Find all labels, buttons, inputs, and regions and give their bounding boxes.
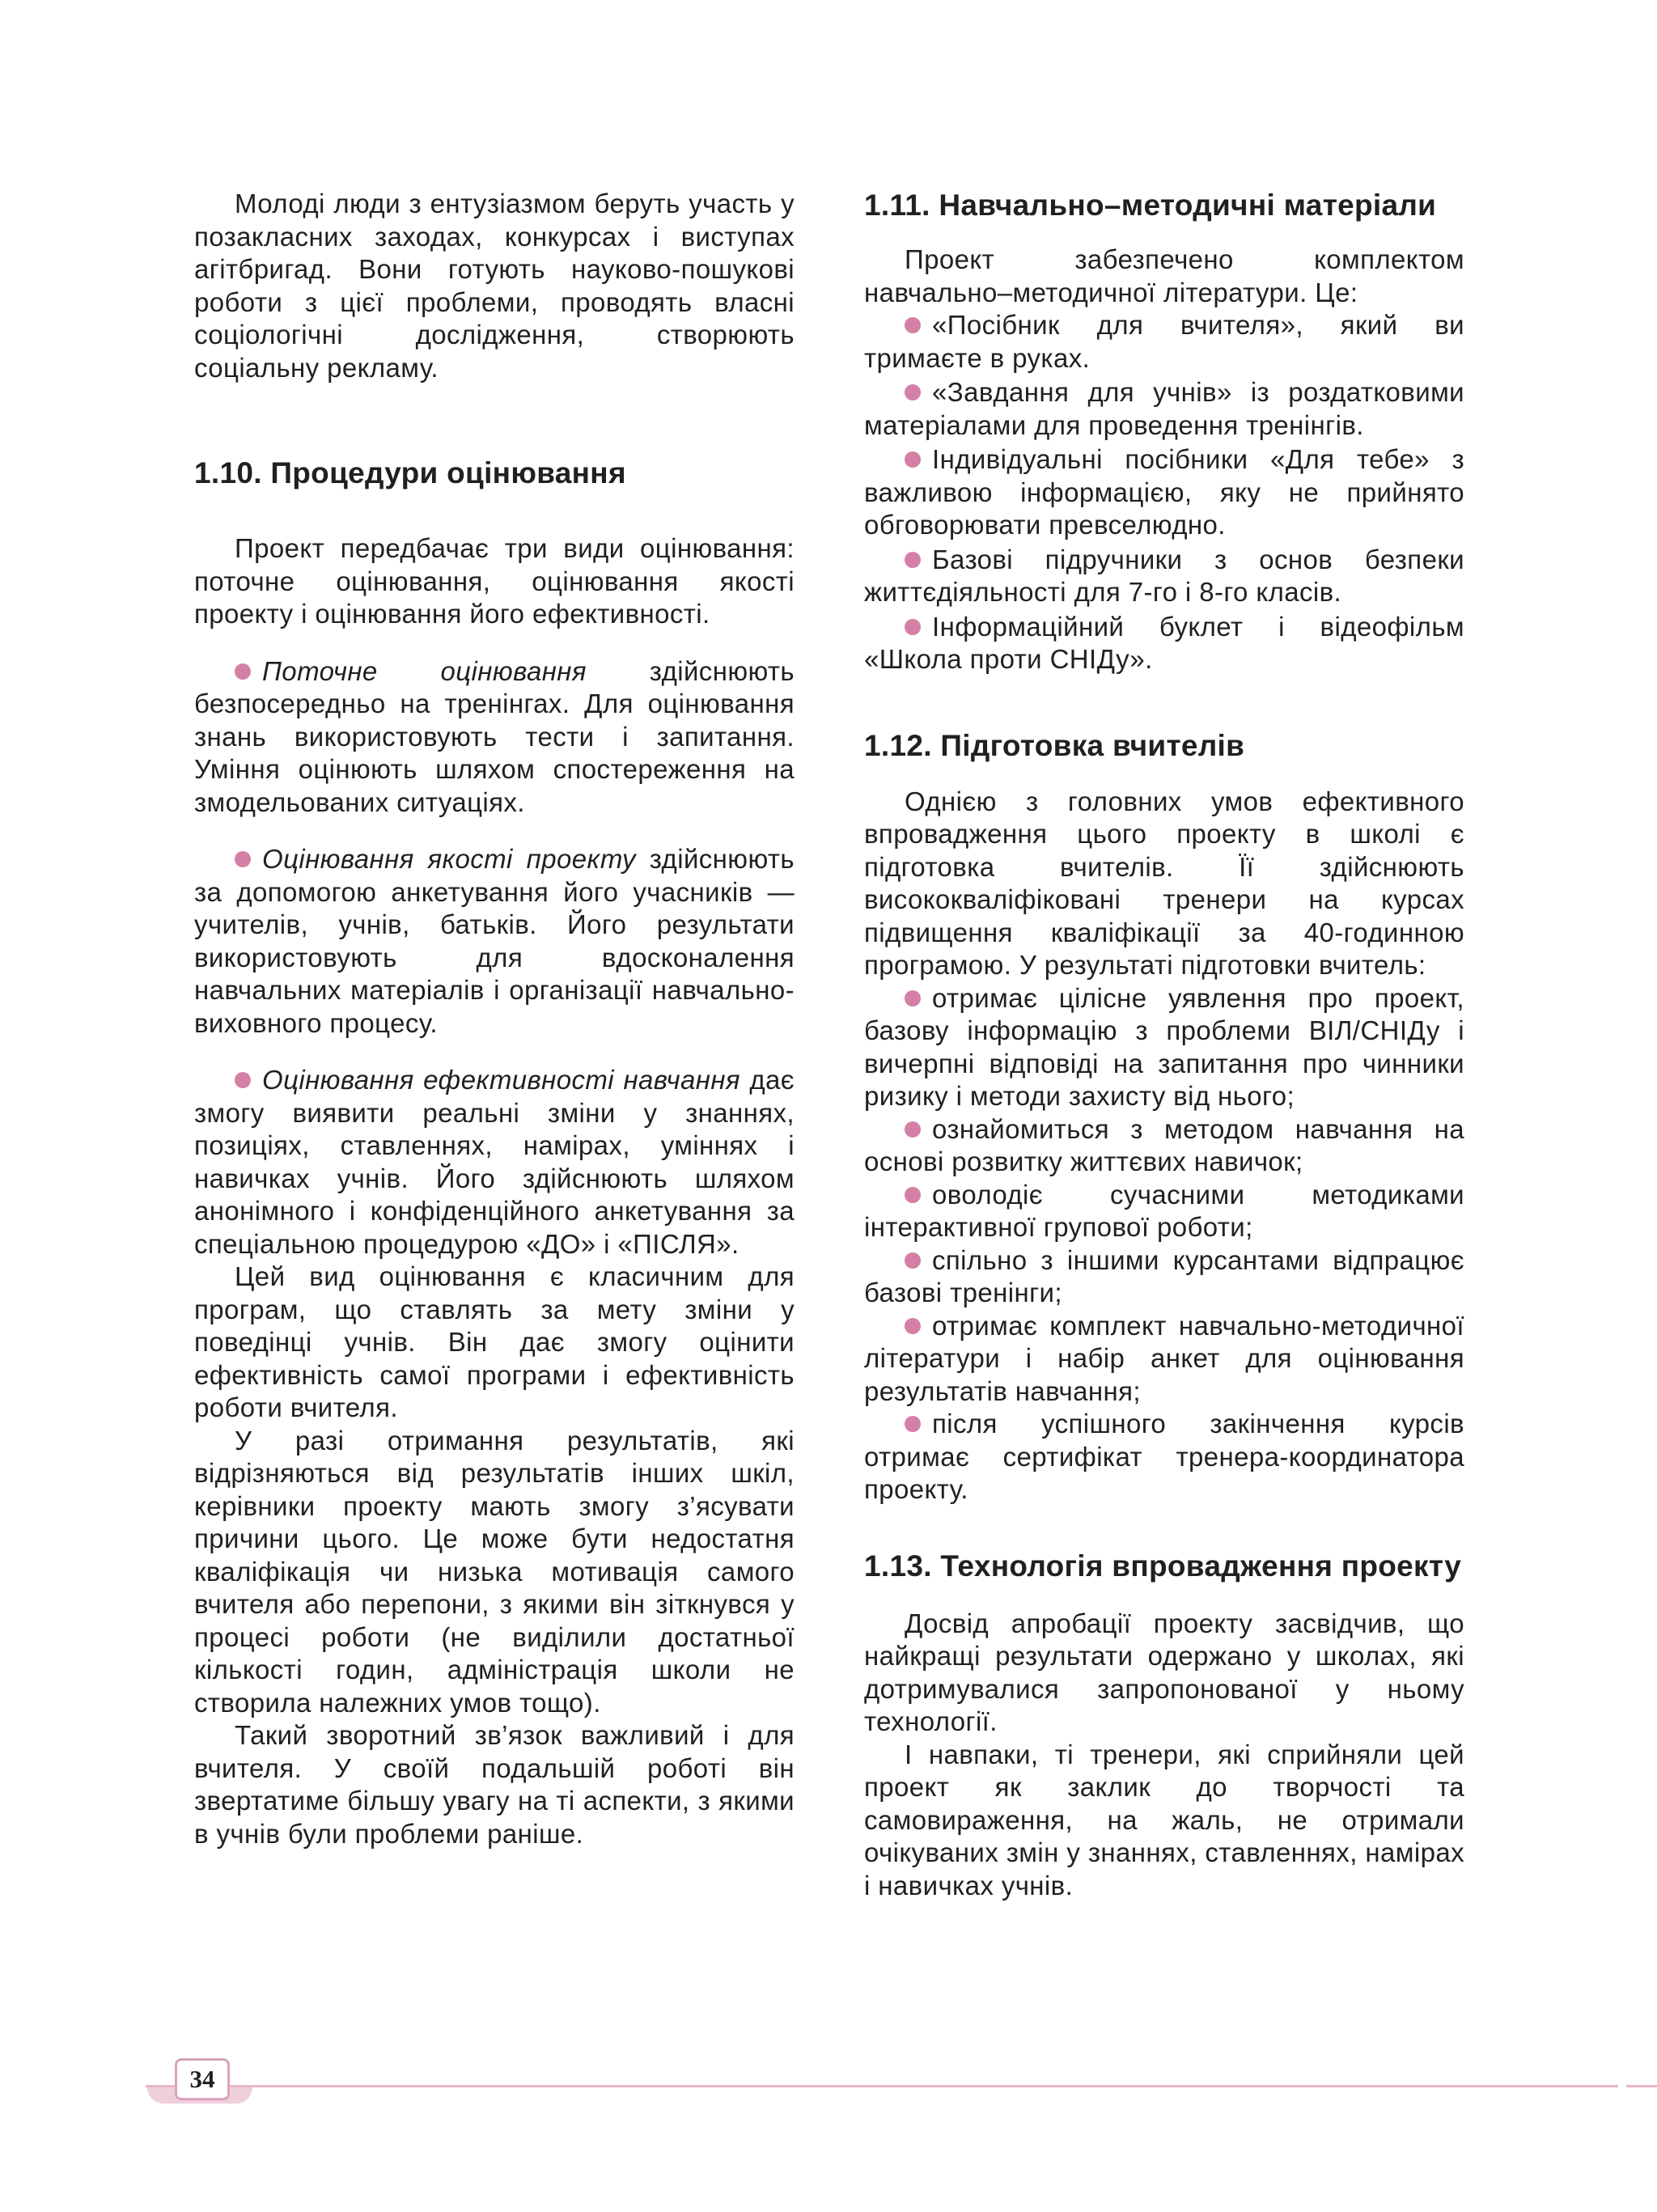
- bullet-dot-icon: [905, 552, 921, 568]
- right-column: [864, 188, 1464, 1902]
- bullet-dot-icon: [905, 1187, 921, 1203]
- bullet-dot-icon: [905, 1318, 921, 1334]
- list-item: Інформаційний буклет і відеофільм «Школа проти СНІДу».: [864, 611, 1464, 674]
- section-1-13-paragraph-1: Досвід апробації проекту засвідчив, що найкращі результати одержано у школах, які дотримувалися запропонованої у ньому технології.: [864, 1608, 1464, 1736]
- list-item: оволодіє сучасними методиками інтерактивної групової роботи;: [864, 1179, 1464, 1242]
- classic-evaluation-paragraph: Цей вид оцінювання є класичним для програм, що ставлять за мету зміни у поведінці учнів. Він дає змогу оцінити ефективність самої програми і ефективність роботи вчителя.: [194, 1261, 795, 1422]
- footer-rule: [146, 2085, 1618, 2087]
- evaluation-bullet-current: Поточне оцінювання здійснюють безпосередньо на тренінгах. Для оцінювання знань використовують тести і запитання. Уміння оцінюють шляхом спостереження на змодельованих ситуаціях.: [194, 655, 795, 817]
- footer-rule-right: [1626, 2085, 1657, 2087]
- page-number: 34: [175, 2058, 230, 2100]
- teacher-outcomes-list: [864, 982, 1464, 1506]
- materials-list: [864, 309, 1464, 676]
- feedback-paragraph: Такий зворотний зв’язок важливий і для вчителя. У своїй подальшій роботі він звертатиме більшу увагу на ті аспекти, з якими в учнів були проблеми раніше.: [194, 1720, 795, 1849]
- results-differ-paragraph: У разі отримання результатів, які відрізняються від результатів інших шкіл, керівники проекту мають змогу з’ясувати причини цього. Це може бути недостатня кваліфікація чи низька мотивація самого вчителя або перепони, з якими він зіткнувся у процесі роботи (не виділили достатньої кількості годин, адміністрація школи не створила належних умов тощо).: [194, 1425, 795, 1718]
- list-item: Індивідуальні посібники «Для тебе» з важливою інформацією, яку не прийнято обговорювати превселюдно.: [864, 444, 1464, 540]
- bullet-dot-icon: [905, 451, 921, 468]
- bullet-dot-icon: [905, 619, 921, 635]
- list-item: отримає комплект навчально-методичної літератури і набір анкет для оцінювання результатів навчання;: [864, 1310, 1464, 1406]
- list-item: отримає цілісне уявлення про проект, базову інформацію з проблеми ВІЛ/СНІДу і вичерпні відповіді на запитання про чинники ризику і методи захисту від нього;: [864, 982, 1464, 1111]
- section-1-12-paragraph: Однією з головних умов ефективного впровадження цього проекту в школі є підготовка вчителів. Її здійснюють висококваліфіковані тренери на курсах підвищення кваліфікації за 40-годинною програмою. У результаті підготовки вчитель:: [864, 786, 1464, 980]
- intro-paragraph: Молоді люди з ентузіазмом беруть участь у позакласних заходах, конкурсах і виступах агітбригад. Вони готують науково-пошукові роботи з цієї проблеми, проводять власні соціологічні дослідження, створюють соціальну рекламу.: [194, 189, 795, 383]
- list-item: «Завдання для учнів» із роздатковими матеріалами для проведення тренінгів.: [864, 377, 1464, 440]
- list-item: «Посібник для вчителя», який ви тримаєте в руках.: [864, 310, 1464, 373]
- bullet-dot-icon: [235, 663, 251, 680]
- section-1-12-title: 1.12. Підготовка вчителів: [864, 728, 1245, 762]
- bullet-dot-icon: [235, 1072, 251, 1088]
- bullet-dot-icon: [235, 851, 251, 867]
- section-1-13-title: 1.13. Технологія впровадження проекту: [864, 1549, 1462, 1583]
- bullet-dot-icon: [905, 990, 921, 1006]
- bullet-dot-icon: [905, 1121, 921, 1138]
- section-1-13-paragraph-2: І навпаки, ті тренери, які сприйняли цей проект як заклик до творчості та самовираження, на жаль, не отримали очікуваних змін у знаннях, ставленнях, намірах і навичках учнів.: [864, 1739, 1464, 1901]
- list-item: Базові підручники з основ безпеки життєдіяльності для 7-го і 8-го класів.: [864, 544, 1464, 607]
- section-1-10-paragraph: Проект передбачає три види оцінювання: поточне оцінювання, оцінювання якості проекту і оцінювання його ефективності.: [194, 533, 795, 629]
- bullet-dot-icon: [905, 1416, 921, 1432]
- bullet-dot-icon: [905, 317, 921, 333]
- evaluation-bullet-effectiveness: Оцінювання ефективності навчання дає змогу виявити реальні зміни у знаннях, позиціях, ставленнях, намірах, уміннях і навичках учнів. Його здійснюють шляхом анонімного і конфіденційного анкетування за спеціальною процедурою «ДО» і «ПІСЛЯ».: [194, 1065, 795, 1259]
- section-1-10-title: 1.10. Процедури оцінювання: [194, 456, 626, 489]
- evaluation-bullet-quality: Оцінювання якості проекту здійснюють за допомогою анкетування його учасників — учителів, учнів, батьків. Його результати використовують для вдосконалення навчальних матеріалів і організації навчально-виховного процесу.: [194, 844, 795, 1038]
- left-column: [194, 188, 795, 1850]
- section-1-11-paragraph: Проект забезпечено комплектом навчально–методичної літератури. Це:: [864, 244, 1464, 307]
- bullet-dot-icon: [905, 1252, 921, 1269]
- list-item: після успішного закінчення курсів отримає сертифікат тренера-координатора проекту.: [864, 1409, 1464, 1504]
- section-1-11-title: 1.11. Навчально–методичні матеріали: [864, 189, 1437, 222]
- list-item: ознайомиться з методом навчання на основі розвитку життєвих навичок;: [864, 1113, 1464, 1176]
- bullet-dot-icon: [905, 384, 921, 400]
- list-item: спільно з іншими курсантами відпрацює базові тренінги;: [864, 1244, 1464, 1307]
